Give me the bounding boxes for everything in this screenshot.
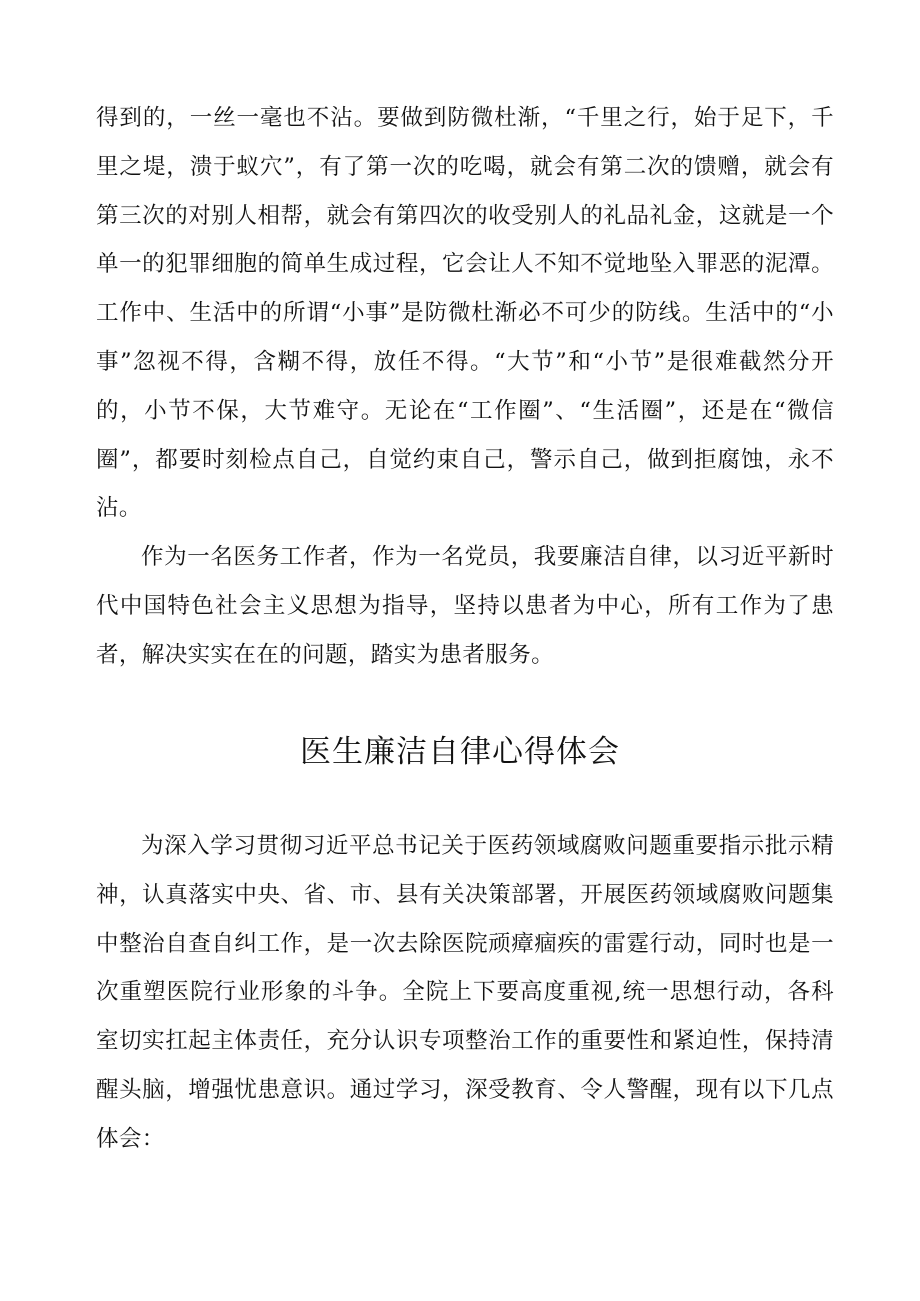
document-title: 医生廉洁自律心得体会: [300, 734, 620, 770]
continuation-paragraph: 得到的，一丝一毫也不沾。要做到防微杜渐，“千里之行，始于足下，千里之堤，溃于蚁穴”，有了第一次的吃喝，就会有第二次的馈赠，就会有第三次的对别人相帮，就会有第四次的收受别人的礼品礼金，这就是一个单一的犯罪细胞的简单生成过程，它会让人不知不觉地坠入罪恶的泥潭。工作中、生活中的所谓“小事”是防微杜渐必不可少的防线。生活中的“小事”忽视不得，含糊不得，放任不得。“大节”和“小节”是很难截然分开的，小节不保，大节难守。无论在“工作圈”、“生活圈”，还是在“微信圈”，都要时刻检点自己，自觉约束自己，警示自己，做到拒腐蚀，永不沾。: [96, 105, 834, 522]
closing-paragraph: 作为一名医务工作者，作为一名党员，我要廉洁自律，以习近平新时代中国特色社会主义思想为指导，坚持以患者为中心，所有工作为了患者，解决实实在在的问题，踏实为患者服务。: [96, 544, 834, 668]
intro-paragraph: 为深入学习贯彻习近平总书记关于医药领域腐败问题重要指示批示精神，认真落实中央、省、市、县有关决策部署，开展医药领域腐败问题集中整治自查自纠工作，是一次去除医院顽瘴痼疾的雷霆行动，同时也是一次重塑医院行业形象的斗争。全院上下要高度重视,统一思想行动，各科室切实扛起主体责任，充分认识专项整治工作的重要性和紧迫性，保持清醒头脑，增强忧患意识。通过学习，深受教育、令人警醒，现有以下几点体会：: [96, 833, 834, 1152]
article-body: [96, 822, 834, 1164]
previous-article-text: [96, 94, 834, 680]
